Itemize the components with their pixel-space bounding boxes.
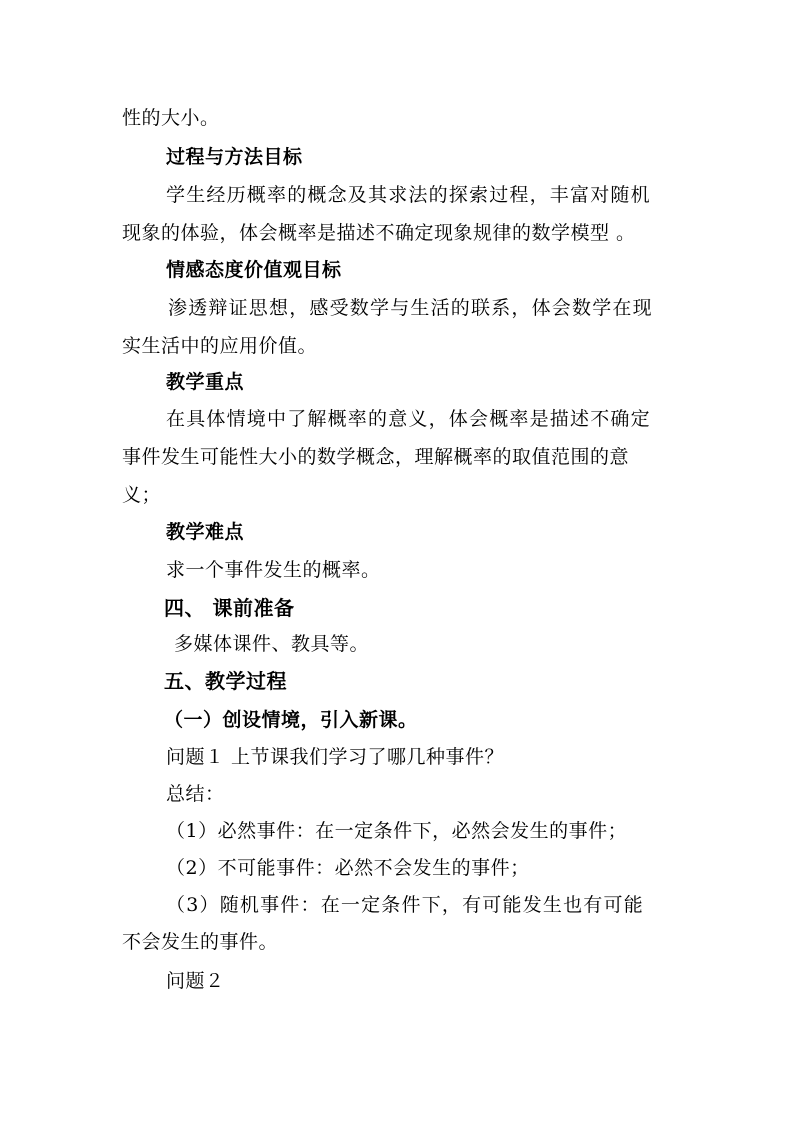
list-item: （3）随机事件：在一定条件下，有可能发生也有可能 — [166, 894, 644, 916]
text-line: 学生经历概率的概念及其求法的探索过程，丰富对随机 — [166, 184, 651, 206]
subheading-create-situation: （一）创设情境，引入新课。 — [164, 709, 418, 731]
text-line: 多媒体课件、教具等。 — [174, 633, 370, 655]
text-line: 渗透辩证思想，感受数学与生活的联系，体会数学在现 — [168, 297, 653, 319]
section-heading-teaching-process: 五、教学过程 — [164, 669, 287, 693]
text-line: 问题２ — [166, 970, 225, 992]
text-line: 在具体情境中了解概率的意义，体会概率是描述不确定 — [166, 408, 651, 430]
text-line: 现象的体验，体会概率是描述不确定现象规律的数学模型 。 — [122, 222, 636, 244]
subheading-teaching-focus: 教学重点 — [166, 371, 245, 393]
list-item: （1）必然事件：在一定条件下，必然会发生的事件； — [166, 820, 628, 842]
text-line: 问题１ 上节课我们学习了哪几种事件？ — [166, 746, 505, 768]
text-line: 义； — [122, 484, 162, 506]
subheading-process-method-goal: 过程与方法目标 — [166, 146, 303, 168]
text-line: 性的大小。 — [122, 107, 220, 129]
text-line: 总结： — [166, 783, 225, 805]
text-line: 不会发生的事件。 — [122, 931, 279, 953]
subheading-teaching-difficulty: 教学难点 — [166, 521, 245, 543]
section-heading-preparation: 四、 课前准备 — [164, 596, 295, 620]
text-line: 求一个事件发生的概率。 — [166, 559, 381, 581]
text-line: 事件发生可能性大小的数学概念，理解概率的取值范围的意 — [122, 446, 630, 468]
subheading-emotion-attitude-goal: 情感态度价值观目标 — [166, 259, 342, 281]
text-line: 实生活中的应用价值。 — [122, 335, 318, 357]
list-item: （2）不可能事件：必然不会发生的事件； — [166, 857, 530, 879]
